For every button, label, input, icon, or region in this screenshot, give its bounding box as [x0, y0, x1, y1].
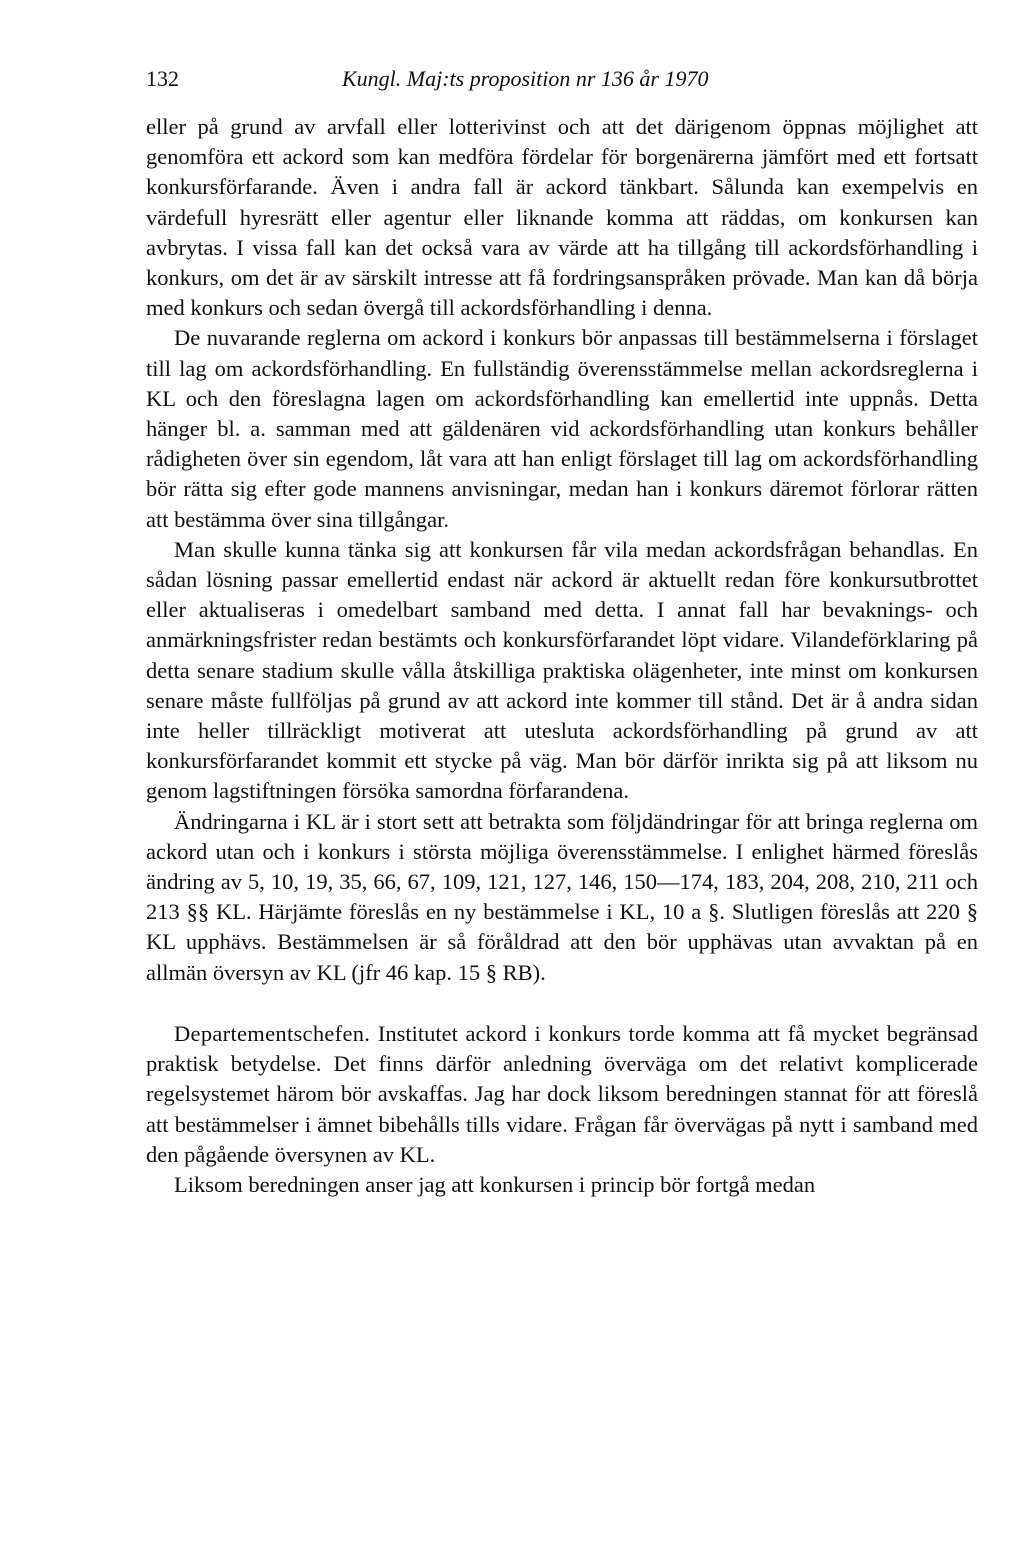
paragraph: Ändringarna i KL är i stort sett att betrakta som följdändringar för att bringa reglerna om ackord utan och i konkurs i största möjliga överensstämmelse. I enlighet härmed föreslås ändring av 5, 10, 19, 35, 66, 67, 109, 121, 127, 146, 150—174, 183, 204, 208, 210, 211 och 213 §§ KL. Härjämte föreslås en ny bestämmelse i KL, 10 a §. Slutligen föreslås att 220 § KL upphävs. Bestämmelsen är så föråldrad att den bör upphävas utan avvaktan på en allmän översyn av KL (jfr 46 kap. 15 § RB). [146, 808, 978, 985]
running-title: Kungl. Maj:ts proposition nr 136 år 1970 [342, 66, 709, 91]
page-header [146, 66, 906, 100]
body-text [146, 112, 978, 1200]
paragraph: eller på grund av arvfall eller lotterivinst och att det därigenom öppnas möjlighet att genomföra ett ackord som kan medföra fördelar för borgenärerna jämfört med ett fortsatt konkursförfarande. Även i andra fall är ackord tänkbart. Sålunda kan exempelvis en värdefull hyresrätt eller agentur eller liknande komma att räddas, om konkursen kan avbrytas. I vissa fall kan det också vara av värde att ha tillgång till ackordsförhandling i konkurs, om det är av särskilt intresse att få fordringsanspråken prövade. Man kan då börja med konkurs och sedan övergå till ackordsförhandling i denna. [146, 114, 978, 321]
speaker-label: Departementschefen. [174, 1020, 371, 1046]
paragraph: Man skulle kunna tänka sig att konkursen får vila medan ackordsfrågan behandlas. En sådan lösning passar emellertid endast när ackord är aktuellt redan före konkursutbrottet eller aktualiseras i omedelbart samband med detta. I annat fall har bevaknings- och anmärkningsfrister redan bestämts och konkursförfarandet löpt vidare. Vilandeförklaring på detta senare stadium skulle vålla åtskilliga praktiska olägenheter, inte minst om konkursen senare måste fullföljas på grund av att ackord inte kommer till stånd. Det är å andra sidan inte heller tillräckligt motiverat att utesluta ackordsförhandling på grund av att konkursförfarandet kommit ett stycke på väg. Man bör därför inrikta sig på att liksom nu genom lagstiftningen försöka samordna förfarandena. [146, 536, 978, 804]
statement-text: Institutet ackord i konkurs torde komma att få mycket begränsad praktisk betydelse. Det finns därför anledning överväga om det relativt komplicerade regelsystemet härom bör avskaffas. Jag har dock liksom beredningen stannat för att föreslå att bestämmelser i ämnet bibehålls tills vidare. Frågan får övervägas på nytt i samband med den pågående översynen av KL. [146, 1020, 978, 1167]
page-number: 132 [146, 66, 179, 91]
paragraph: Liksom beredningen anser jag att konkursen i princip bör fortgå medan [174, 1171, 816, 1197]
department-head-statement [146, 1019, 978, 1170]
paragraph: De nuvarande reglerna om ackord i konkurs bör anpassas till bestämmelserna i förslaget till lag om ackordsförhandling. En fullständig överensstämmelse mellan ackordsreglerna i KL och den föreslagna lagen om ackordsförhandling kan emellertid inte uppnås. Detta hänger bl. a. samman med att gäldenären vid ackordsförhandling utan konkurs behåller rådigheten över sin egendom, låt vara att han enligt förslaget till lag om ackordsförhandling bör rätta sig efter gode mannens anvisningar, medan han i konkurs däremot förlorar rätten att bestämma över sina tillgångar. [146, 325, 978, 532]
